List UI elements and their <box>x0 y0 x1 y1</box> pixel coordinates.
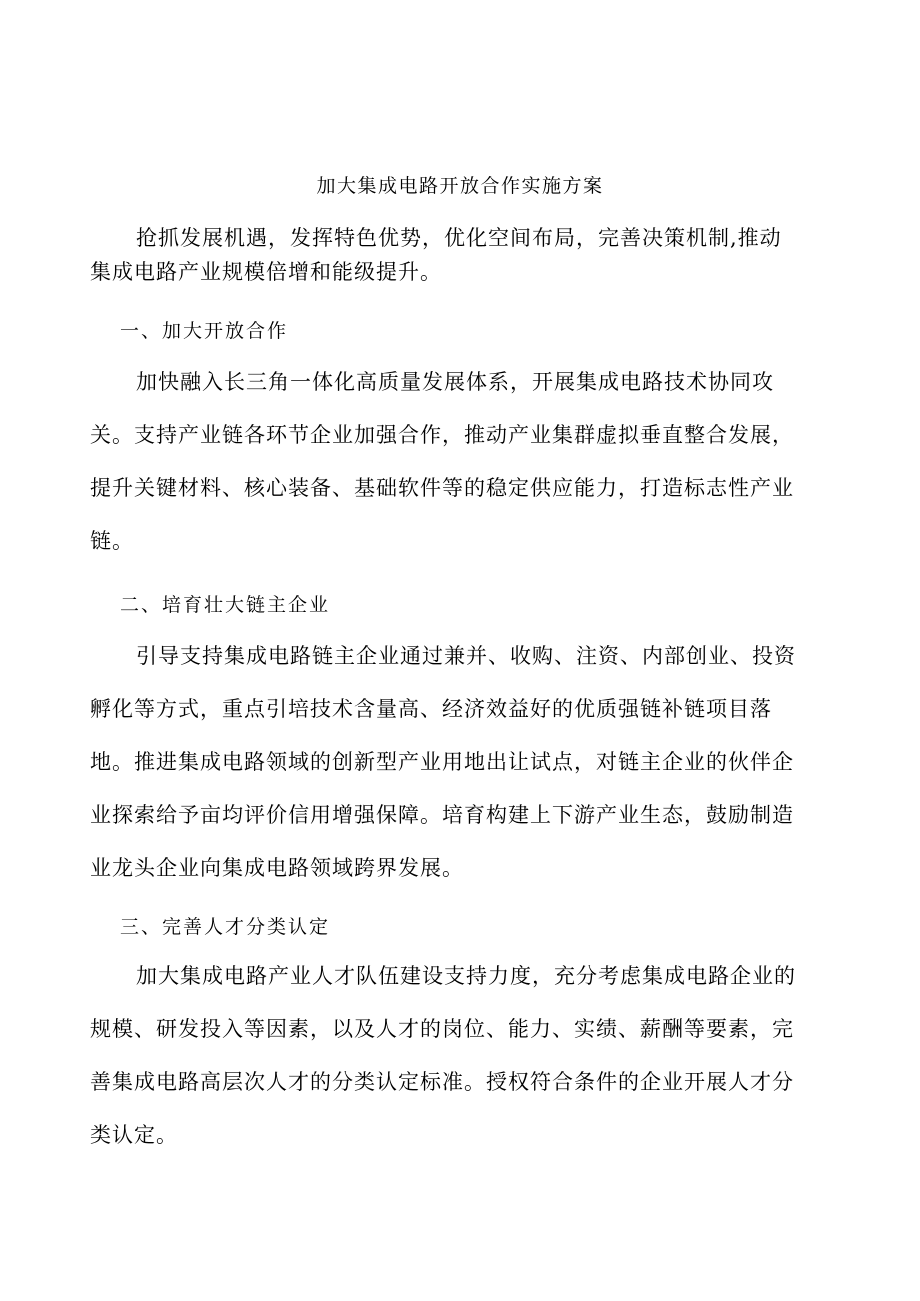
paragraph-line: 类认定。 <box>90 1123 178 1147</box>
section-paragraph-2 <box>90 630 842 895</box>
paragraph-line: 链。 <box>90 529 134 553</box>
paragraph-line: 引导支持集成电路链主企业通过兼并、收购、注资、内部创业、投资 <box>136 644 796 668</box>
paragraph-line: 加大集成电路产业人才队伍建设支持力度，充分考虑集成电路企业的 <box>136 964 796 988</box>
paragraph-line: 业探索给予亩均评价信用增强保障。培育构建上下游产业生态，鼓励制造 <box>90 803 794 827</box>
paragraph-line: 提升关键材料、核心装备、基础软件等的稳定供应能力，打造标志性产业 <box>90 476 794 500</box>
intro-paragraph <box>90 221 842 289</box>
paragraph-line: 加快融入长三角一体化高质量发展体系，开展集成电路技术协同攻 <box>136 370 774 394</box>
section-heading-2: 二、培育壮大链主企业 <box>120 594 331 616</box>
section-heading-3: 三、完善人才分类认定 <box>120 916 331 938</box>
paragraph-line: 善集成电路高层次人才的分类认定标准。授权符合条件的企业开展人才分 <box>90 1070 794 1094</box>
paragraph-line: 地。推进集成电路领域的创新型产业用地出让试点，对链主企业的伙伴企 <box>90 750 794 774</box>
paragraph-line: 孵化等方式，重点引培技术含量高、经济效益好的优质强链补链项目落 <box>90 697 772 721</box>
document-title: 加大集成电路开放合作实施方案 <box>316 175 604 197</box>
paragraph-line: 业龙头企业向集成电路领域跨界发展。 <box>90 856 464 880</box>
intro-line: 抢抓发展机遇，发挥特色优势，优化空间布局，完善决策机制,推动 <box>136 226 782 250</box>
paragraph-line: 关。支持产业链各环节企业加强合作，推动产业集群虚拟垂直整合发展， <box>90 423 794 447</box>
section-paragraph-1 <box>90 356 842 568</box>
paragraph-line: 规模、研发投入等因素，以及人才的岗位、能力、实绩、薪酬等要素，完 <box>90 1017 794 1041</box>
intro-line: 集成电路产业规模倍增和能级提升。 <box>90 260 442 284</box>
section-heading-1: 一、加大开放合作 <box>120 320 289 342</box>
section-paragraph-3 <box>90 950 842 1162</box>
